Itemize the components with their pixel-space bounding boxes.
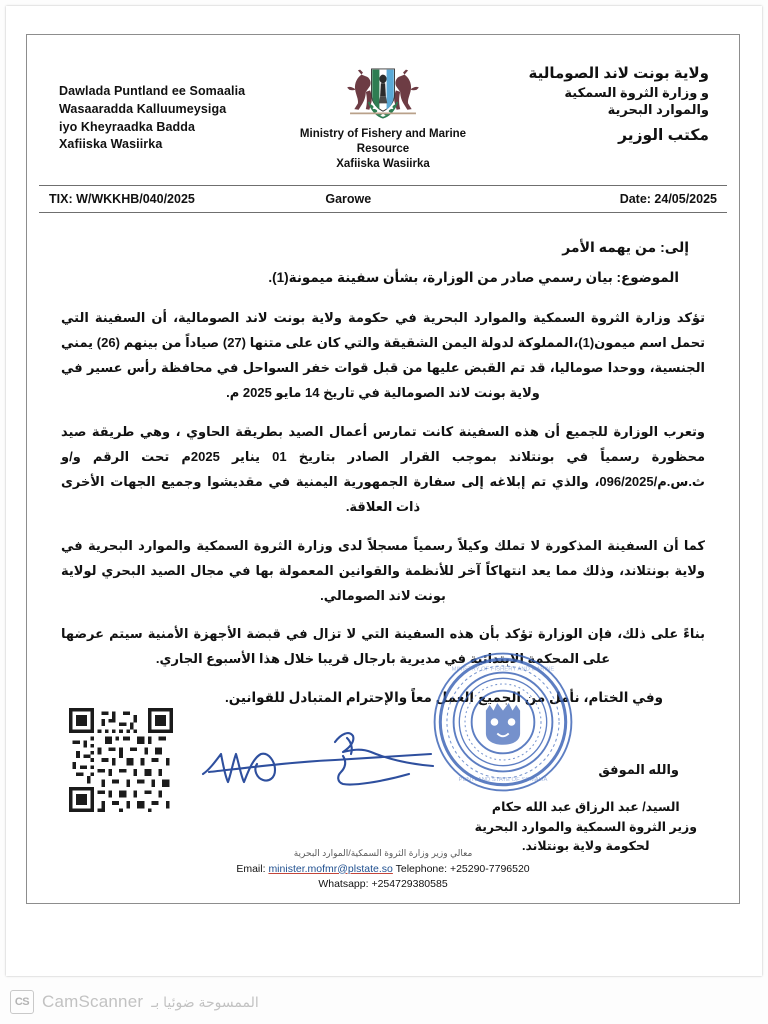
footer-contact-line-1 (27, 862, 739, 878)
letter-body (27, 213, 739, 706)
reference-date: Date: 24/05/2025 (619, 192, 717, 206)
camscanner-brand-label: CamScanner (42, 992, 144, 1011)
camscanner-badge-icon: CS (10, 990, 34, 1014)
letterhead-somali-line4: Xafiiska Wasiirka (59, 137, 163, 152)
document-border-frame (26, 34, 740, 904)
letterhead-arabic-line1: ولاية بونت لاند الصومالية (528, 65, 709, 82)
ministry-title-line3: Xafiiska Wasiirka (336, 157, 430, 170)
footer-arabic-note: معالي وزير وزارة الثروة السمكية/الموارد البحرية (293, 847, 473, 858)
svg-text:MINISTRY OF FISHERY AND MARINE: MINISTRY OF FISHERY AND MARINE (451, 667, 555, 674)
reference-number: TIX: W/WKKHB/040/2025 (49, 192, 195, 206)
body-paragraph-2: وتعرب الوزارة للجميع أن هذه السفينة كانت تمارس أعمال الصيد بطريقة الحاوي ، وهي طريقة صيد محظورة رسمياً في بونتلاند بموجب القرار الصادر بتاريخ 01 يناير 2025م تحت الرقم و/و ث.س.م/096/2025، والذي تم إبلاغه إلى سفارة الجمهورية اليمنية في مقديشوا وجميع الجهات الأخرى ذات العلاقة. (61, 423, 706, 514)
signatory-title: وزير الثروة السمكية والموارد البحرية (474, 819, 697, 834)
blessing-line: والله الموفق (598, 762, 679, 778)
svg-text:PUNTLAND STATE OF SOMALIA: PUNTLAND STATE OF SOMALIA (458, 777, 548, 784)
footer-telephone-label: Telephone: (395, 862, 448, 875)
body-paragraph-3: كما أن السفينة المذكورة لا تملك وكيلاً رسمياً مسجلاً لدى وزارة الثروة السمكية والموارد البحرية في ولاية بونتلاند، وذلك مما يعد انتهاكاً آخر للأنظمة والقوانين المعمولة بها في مجال الصيد البحري لولاية بونت لاند الصومالي. (61, 537, 705, 603)
footer-email-label: Email: (236, 862, 266, 875)
footer-contact-line-2 (27, 877, 739, 893)
closing-line: وفي الختام، نأمل من الجميع العمل معاً والإحترام المتبادل للقوانين. (225, 690, 663, 706)
scan-paper-edge (6, 6, 762, 976)
letterhead-somali-line3: iyo Kheyraadka Badda (59, 119, 196, 134)
subject-line: الموضوع: بيان رسمي صادر من الوزارة، بشأن سفينة ميمونة(1). (268, 270, 679, 285)
footer-telephone-value: +25290-7796520 (449, 862, 530, 875)
letterhead-arabic-block (529, 65, 709, 145)
letterhead-arabic-line4: مكتب الوزير (618, 126, 709, 144)
letterhead (27, 35, 739, 185)
letterhead-arabic-line3: والموارد البحرية (607, 102, 709, 118)
camscanner-watermark (10, 990, 259, 1014)
document-verification-qr-code (69, 708, 173, 812)
ministry-title-line2: Resource (356, 142, 410, 155)
letterhead-somali-line2: Wasaaradda Kalluumeysiga (59, 101, 227, 116)
camscanner-arabic-label: الممسوحة ضوئيا بـ (151, 993, 259, 1010)
body-paragraph-1: تؤكد وزارة الثروة السمكية والموارد البحرية في حكومة ولاية بونت لاند الصومالية، أن السفينة التي تحمل اسم ميمون(1)،المملوكة لدولة اليمن الشقيقة والتي كان على متنها (27) صياداً من بينهم (26) يمني الجنسية، ووحدا صوماليا، قد تم القبض عليها من قبل قوات خفر السواحل في محافظة رأس عسير في ولاية بونت لاند الصومالية في تاريخ 14 مايو 2025 م. (61, 310, 705, 400)
footer-whatsapp-value: +254729380585 (371, 878, 448, 891)
letterhead-somali-line1: Dawlada Puntland ee Somaalia (59, 84, 246, 98)
letterhead-somali-block (59, 83, 245, 154)
addressee-line: إلى: من يهمه الأمر (562, 239, 689, 255)
signatory-name: السيد/ عبد الرزاق عبد الله حكام (491, 800, 680, 815)
ministry-official-round-stamp (427, 646, 579, 798)
signatory-authority: لحكومة ولاية بونتلاند. (521, 839, 650, 854)
reference-place: Garowe (325, 192, 372, 206)
body-paragraph-4: بناءً على ذلك، فإن الوزارة تؤكد بأن هذه السفينة التي لا تزال في قبضة الأجهزة الأمنية سيتم عرضها على المحكمة الابتدائية في مديرية بارجال قريبا خلال هذا الأسبوع الجاري. (61, 626, 705, 667)
ministry-title-line1: Ministry of Fishery and Marine (299, 128, 467, 140)
letterhead-center-block (253, 53, 513, 172)
footer-whatsapp-label: Whatsapp: (318, 878, 369, 891)
letterhead-arabic-line2: و وزارة الثروة السمكية (564, 84, 709, 100)
footer-email-value[interactable]: minister.mofmr@plstate.so (268, 862, 393, 875)
reference-bar (27, 186, 739, 212)
minister-handwritten-signature (195, 712, 445, 804)
puntland-coat-of-arms-icon (340, 53, 426, 125)
document-footer (27, 848, 739, 894)
